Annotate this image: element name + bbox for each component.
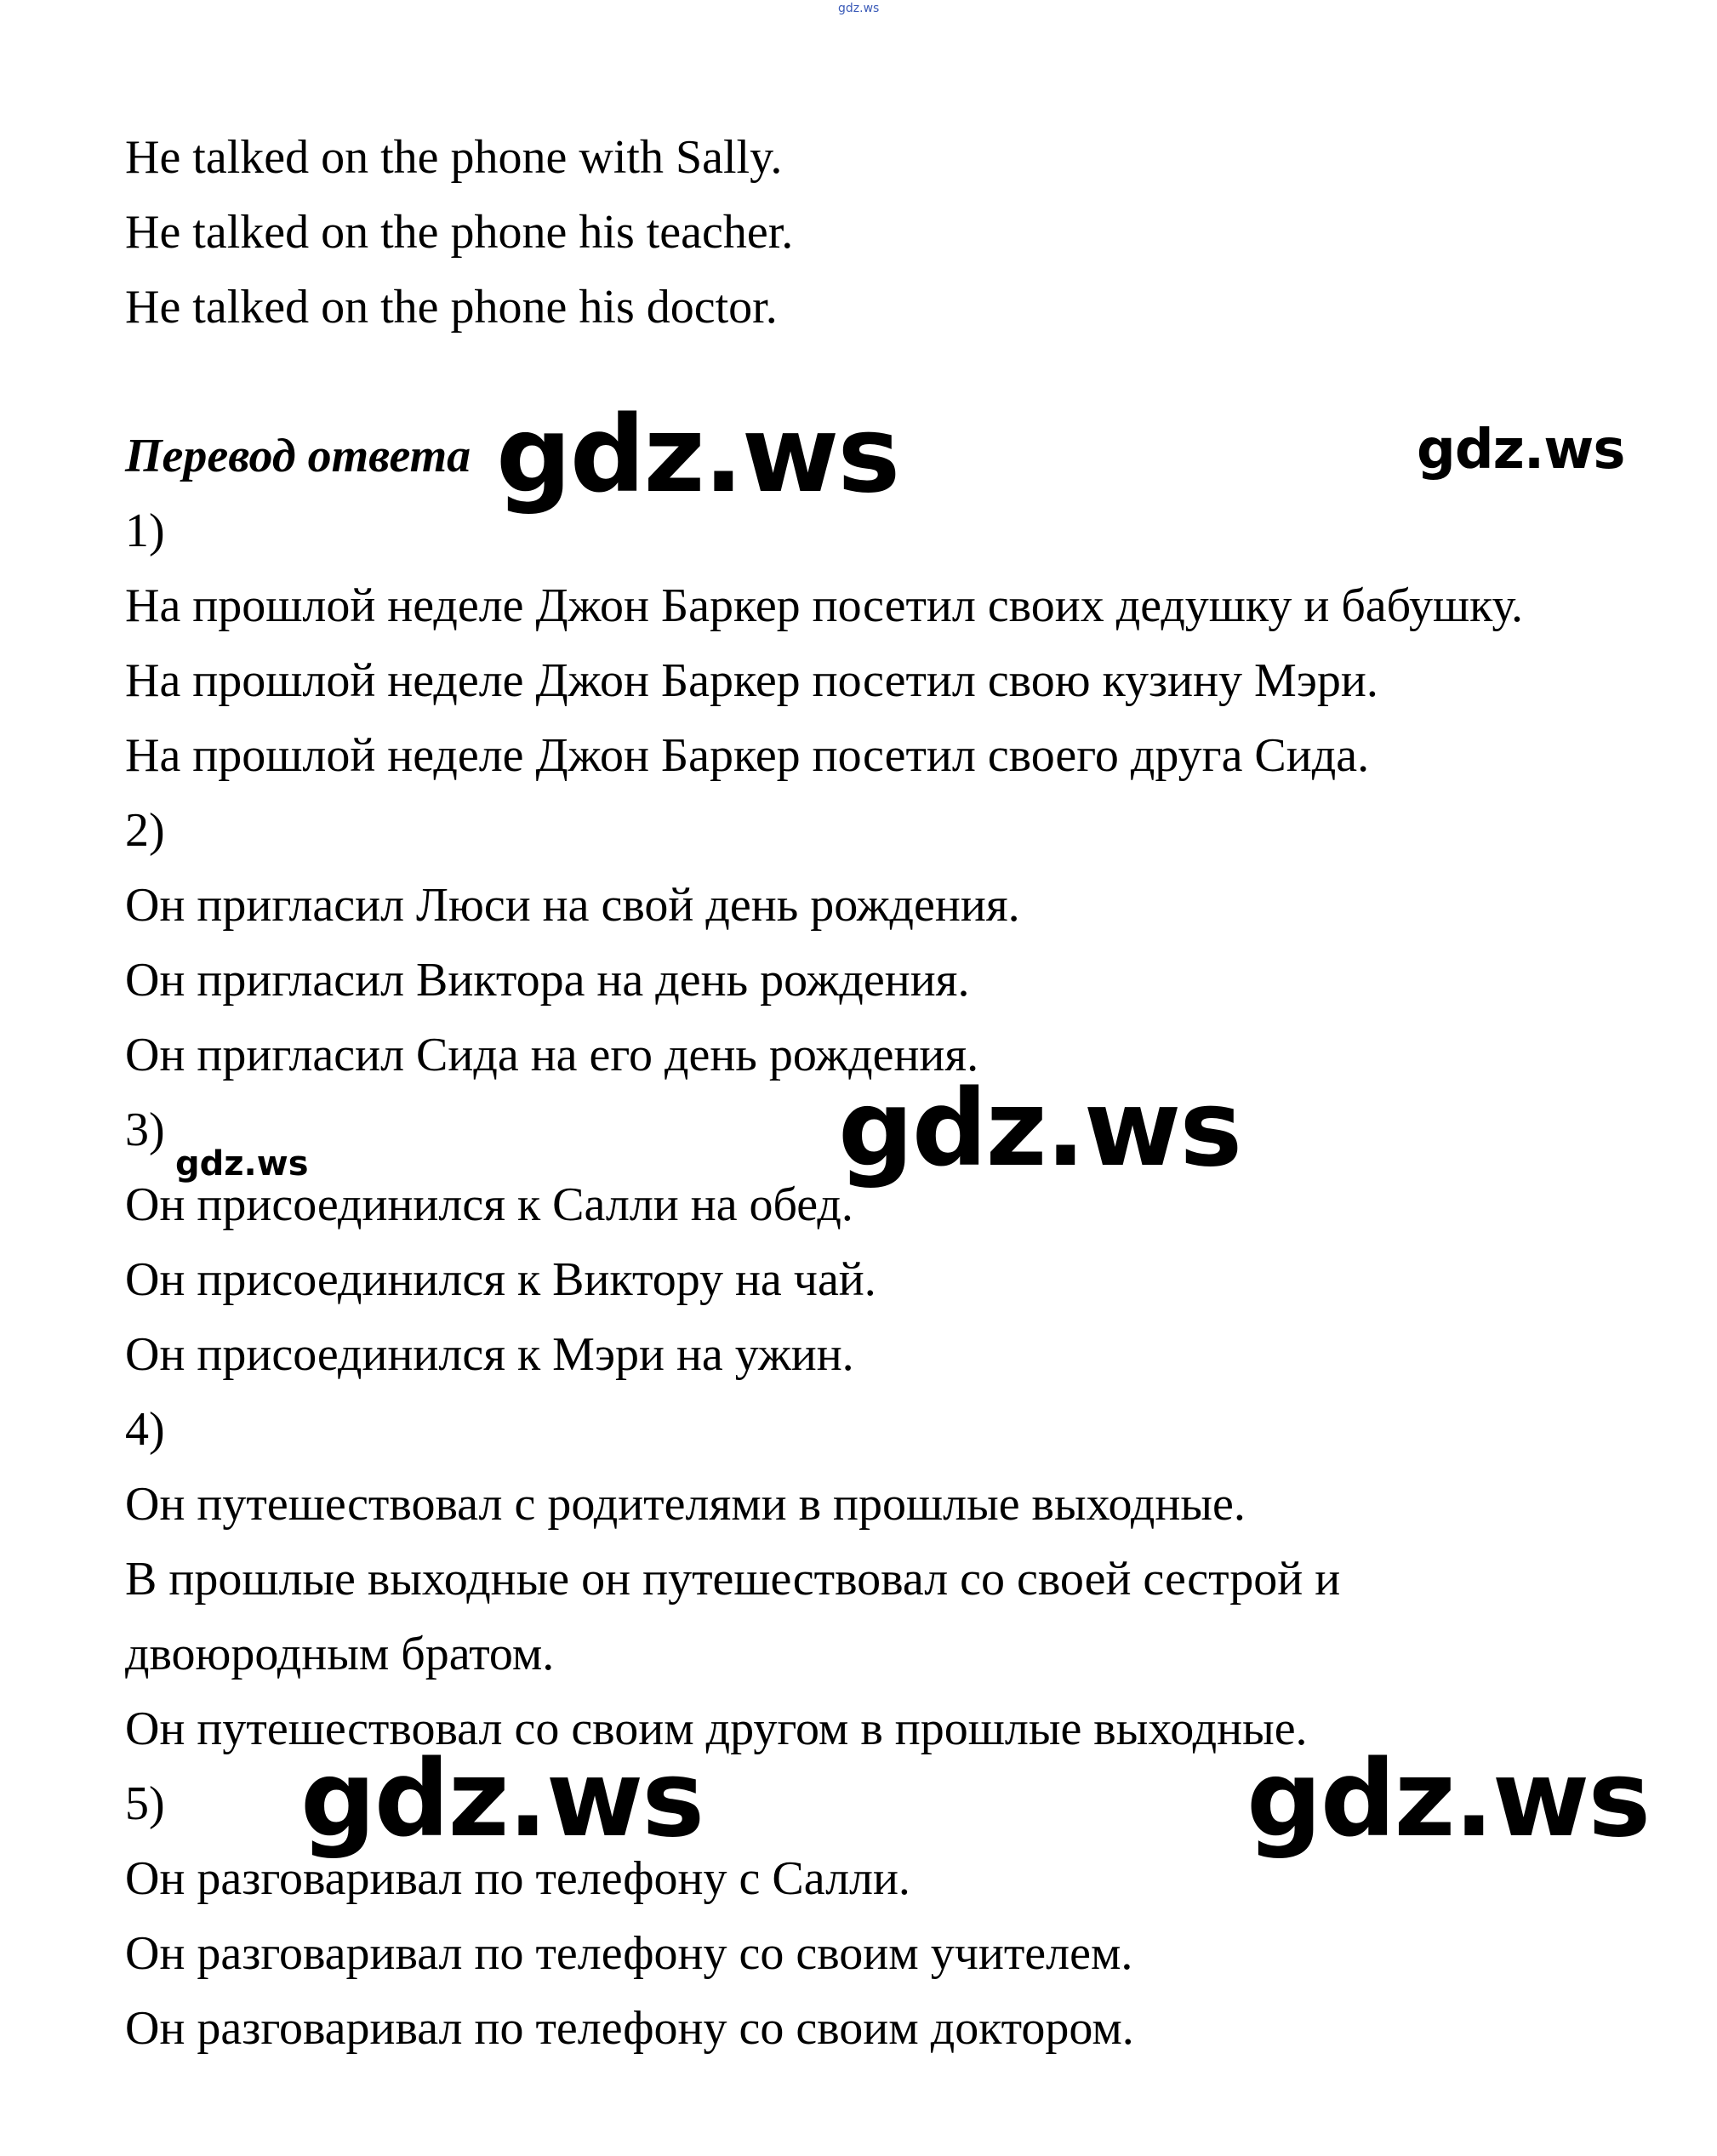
watermark-top-small: gdz.ws: [838, 2, 880, 15]
translation-line: Он присоединился к Салли на обед.: [125, 1178, 853, 1231]
watermark-large: gdz.ws: [496, 394, 899, 516]
translation-line: Он пригласил Люси на свой день рождения.: [125, 879, 1020, 932]
translation-line: Он разговаривал по телефону со своим доктором.: [125, 2002, 1134, 2055]
translation-line: На прошлой неделе Джон Баркер посетил своего друга Сида.: [125, 729, 1370, 782]
translation-line: двоюродным братом.: [125, 1628, 555, 1680]
translation-line: На прошлой неделе Джон Баркер посетил свою кузину Мэри.: [125, 654, 1378, 707]
translation-line: В прошлые выходные он путешествовал со своей сестрой и: [125, 1553, 1341, 1606]
watermark-large: gdz.ws: [300, 1738, 704, 1861]
translation-line: Он присоединился к Мэри на ужин.: [125, 1328, 854, 1381]
section-number: 5): [125, 1777, 165, 1830]
english-line-3: He talked on the phone his doctor.: [125, 281, 778, 334]
watermark-medium: gdz.ws: [1417, 419, 1625, 482]
watermark-large: gdz.ws: [838, 1068, 1241, 1190]
translation-line: Он пригласил Виктора на день рождения.: [125, 954, 970, 1007]
watermark-large: gdz.ws: [1246, 1738, 1650, 1861]
section-number: 2): [125, 804, 165, 857]
translation-heading: Перевод ответа: [125, 430, 471, 482]
translation-line: Он путешествовал с родителями в прошлые выходные.: [125, 1478, 1246, 1531]
translation-line: Он пригласил Сида на его день рождения.: [125, 1029, 979, 1081]
translation-line: Он разговаривал по телефону со своим учителем.: [125, 1927, 1133, 1980]
english-line-2: He talked on the phone his teacher.: [125, 206, 794, 259]
section-number: 3): [125, 1104, 165, 1156]
translation-line: Он путешествовал со своим другом в прошлые выходные.: [125, 1703, 1308, 1755]
translation-line: Он разговаривал по телефону с Салли.: [125, 1852, 910, 1905]
translation-line: Он присоединился к Виктору на чай.: [125, 1253, 876, 1306]
english-line-1: He talked on the phone with Sally.: [125, 131, 783, 184]
translation-line: На прошлой неделе Джон Баркер посетил своих дедушку и бабушку.: [125, 579, 1523, 632]
section-number: 1): [125, 505, 165, 557]
watermark-small: gdz.ws: [175, 1144, 309, 1184]
section-number: 4): [125, 1403, 165, 1456]
